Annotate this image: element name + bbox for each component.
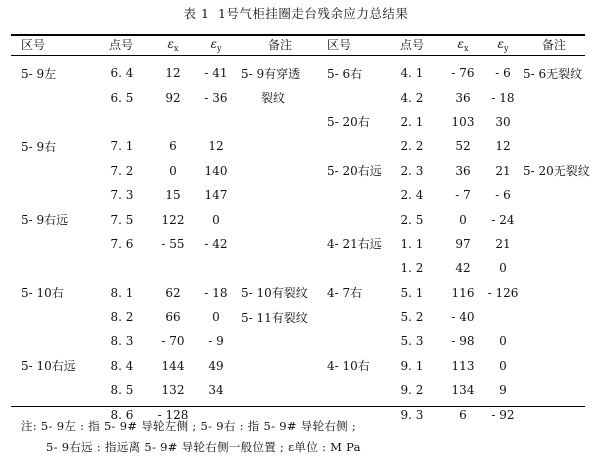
cell-eps-x: 62 (165, 285, 181, 300)
cell-remark (523, 232, 585, 256)
table-row (11, 110, 585, 134)
table-row (11, 207, 585, 231)
cell-zone: 4- 21右远 (327, 237, 382, 252)
table-row (11, 85, 585, 109)
table-row (11, 232, 585, 256)
table-row (11, 329, 585, 353)
cell-remark (523, 183, 585, 207)
cell-eps-x: 92 (165, 90, 181, 105)
cell-point: 5. 3 (400, 334, 424, 349)
cell-eps-x: 0 (169, 163, 177, 178)
cell-remark: 5- 9有穿透 (241, 66, 301, 81)
cell-remark (523, 281, 585, 305)
cell-eps-y: - 18 (491, 90, 515, 105)
cell-point: 2. 5 (400, 212, 424, 227)
cell-eps-y: - 6 (495, 188, 511, 203)
cell-point: 5. 1 (400, 285, 424, 300)
cell-eps-y: - 42 (204, 236, 228, 251)
cell-point: 5. 2 (400, 310, 424, 325)
cell-zone: 5- 9左 (21, 66, 57, 81)
cell-remark (523, 256, 585, 280)
cell-eps-x: 42 (455, 261, 471, 276)
cell-zone: 4- 7右 (327, 286, 363, 301)
cell-zone (11, 85, 75, 109)
table-row (11, 256, 585, 280)
header-point: 点号 (108, 38, 133, 52)
cell-remark (523, 110, 585, 134)
cell-eps-y: 12 (495, 139, 511, 154)
cell-eps-y: 0 (499, 334, 507, 349)
cell-remark (523, 207, 585, 231)
cell-point: 9. 2 (400, 383, 424, 398)
table-row (11, 354, 585, 378)
cell-remark (523, 354, 585, 378)
cell-remark (523, 305, 585, 329)
header-point-2: 点号 (399, 38, 424, 52)
table-number: 表 1 (183, 6, 210, 21)
cell-point: 7. 6 (110, 236, 134, 251)
cell-eps-y (193, 110, 239, 134)
table-body (11, 55, 590, 427)
cell-eps-x: 116 (451, 285, 475, 300)
cell-zone (321, 256, 381, 280)
cell-eps-x (153, 110, 193, 134)
cell-zone (321, 85, 381, 109)
cell-zone (11, 329, 75, 353)
cell-remark (239, 110, 321, 134)
cell-zone: 5- 10右远 (21, 359, 76, 374)
cell-zone: 5- 6右 (327, 66, 363, 81)
cell-remark (239, 232, 321, 256)
header-remark-2: 备注 (541, 38, 566, 52)
cell-point: 8. 1 (110, 285, 134, 300)
cell-zone (11, 305, 75, 329)
cell-point: 8. 5 (110, 383, 134, 398)
cell-zone (11, 378, 75, 402)
cell-zone (11, 183, 75, 207)
cell-eps-y: - 41 (204, 66, 228, 81)
cell-remark (239, 207, 321, 231)
table-row (11, 378, 585, 402)
cell-eps-y: - 6 (495, 66, 511, 81)
cell-eps-y: 12 (208, 139, 224, 154)
cell-eps-x: 113 (451, 358, 475, 373)
cell-point: 8. 4 (110, 358, 134, 373)
cell-zone (11, 232, 75, 256)
cell-remark: 5- 6无裂纹 (523, 66, 583, 81)
cell-eps-y: 21 (495, 163, 511, 178)
note-line-2: 5- 9右远 : 指远离 5- 9# 导轮右侧一般位置 ; ε单位 : M Pa (46, 440, 361, 454)
cell-eps-y: 147 (204, 188, 228, 203)
cell-eps-x: 122 (161, 212, 185, 227)
cell-remark: 5- 10有裂纹 (241, 286, 308, 301)
header-eps-x: $\varepsilon_x$ (167, 36, 179, 53)
cell-eps-y: - 9 (208, 334, 224, 349)
cell-zone (321, 378, 381, 402)
cell-point: 8. 2 (110, 310, 134, 325)
cell-eps-x: 6 (459, 407, 467, 422)
cell-zone (321, 305, 381, 329)
cell-zone: 5- 10右 (21, 286, 64, 301)
cell-eps-x: 134 (451, 383, 475, 398)
cell-zone (11, 256, 75, 280)
cell-point: 6. 4 (110, 66, 134, 81)
cell-remark (239, 159, 321, 183)
cell-eps-y: 0 (212, 212, 220, 227)
cell-eps-x: - 128 (157, 407, 189, 422)
header-zone-2: 区号 (327, 38, 352, 52)
cell-eps-y (483, 305, 523, 329)
cell-remark (523, 378, 585, 402)
cell-remark (523, 402, 585, 426)
cell-eps-x: 144 (161, 358, 185, 373)
cell-eps-x: 103 (451, 114, 475, 129)
cell-zone (321, 183, 381, 207)
cell-eps-x (153, 256, 193, 280)
cell-eps-x: 97 (455, 236, 471, 251)
cell-point: 7. 5 (110, 212, 134, 227)
cell-zone (321, 329, 381, 353)
cell-eps-y: - 126 (487, 285, 519, 300)
cell-point: 6. 5 (110, 90, 134, 105)
cell-eps-x: - 98 (451, 334, 475, 349)
table-row (11, 134, 585, 158)
cell-point: 7. 2 (110, 163, 134, 178)
cell-eps-x: - 55 (161, 236, 185, 251)
cell-eps-x: - 7 (455, 188, 471, 203)
header-remark: 备注 (267, 38, 292, 52)
cell-eps-y: 34 (208, 383, 224, 398)
cell-eps-y: 9 (499, 383, 507, 398)
cell-remark (239, 378, 321, 402)
cell-remark: 裂纹 (261, 91, 286, 106)
header-eps-y-2: $\varepsilon_y$ (497, 36, 509, 53)
cell-zone (321, 207, 381, 231)
cell-eps-y (193, 256, 239, 280)
cell-zone: 5- 9右 (21, 139, 57, 154)
cell-zone (11, 110, 75, 134)
table-title (0, 4, 596, 22)
header-row (11, 34, 585, 55)
cell-eps-y: - 36 (204, 90, 228, 105)
cell-remark (239, 256, 321, 280)
cell-eps-y: 49 (208, 358, 224, 373)
cell-eps-x: 66 (165, 310, 181, 325)
cell-zone: 4- 10右 (327, 359, 370, 374)
note-line-1: 注: 5- 9左 : 指 5- 9# 导轮左侧 ; 5- 9右 : 指 5- 9# 导轮右侧 ; (21, 419, 357, 433)
cell-point: 2. 4 (400, 188, 424, 203)
table-row (11, 281, 585, 305)
cell-remark (523, 85, 585, 109)
cell-zone: 5- 9右远 (21, 213, 69, 228)
cell-point: 7. 3 (110, 188, 134, 203)
table-row (11, 305, 585, 329)
cell-eps-y: 0 (212, 310, 220, 325)
cell-eps-y: - 92 (491, 407, 515, 422)
cell-point: 2. 1 (400, 114, 424, 129)
table-row (11, 183, 585, 207)
cell-remark: 5- 11有裂纹 (241, 310, 308, 325)
cell-eps-x: 15 (165, 188, 181, 203)
cell-zone (11, 159, 75, 183)
cell-eps-x: - 70 (161, 334, 185, 349)
header-eps-y: $\varepsilon_y$ (210, 36, 222, 53)
cell-eps-x: 12 (165, 66, 181, 81)
cell-point: 1. 2 (400, 261, 424, 276)
table-caption: 1号气柜挂圈走台残余应力总结果 (217, 6, 409, 21)
cell-eps-x: 52 (455, 139, 471, 154)
cell-zone: 5- 20右 (327, 115, 370, 130)
cell-point (75, 256, 153, 280)
cell-point: 4. 2 (400, 90, 424, 105)
cell-eps-y: 140 (204, 163, 228, 178)
stress-table (11, 34, 590, 427)
cell-eps-x: - 76 (451, 66, 475, 81)
cell-remark (239, 183, 321, 207)
header-zone: 区号 (21, 38, 46, 52)
cell-point: 2. 3 (400, 163, 424, 178)
cell-eps-x: 0 (459, 212, 467, 227)
cell-point: 4. 1 (400, 66, 424, 81)
cell-point: 9. 3 (400, 407, 424, 422)
cell-eps-x: 36 (455, 90, 471, 105)
table-row (11, 55, 585, 85)
cell-point: 2. 2 (400, 139, 424, 154)
cell-eps-y: 0 (499, 358, 507, 373)
cell-point (75, 110, 153, 134)
cell-eps-x: 132 (161, 383, 185, 398)
cell-point: 8. 6 (110, 407, 134, 422)
cell-point: 8. 3 (110, 334, 134, 349)
cell-remark (239, 354, 321, 378)
table-row (11, 159, 585, 183)
cell-point: 9. 1 (400, 358, 424, 373)
cell-eps-y: 30 (495, 114, 511, 129)
cell-remark: 5- 20无裂纹 (523, 164, 590, 179)
cell-remark (523, 134, 585, 158)
cell-point: 1. 1 (400, 236, 424, 251)
cell-remark (239, 134, 321, 158)
cell-point: 7. 1 (110, 139, 134, 154)
cell-eps-y: - 24 (491, 212, 515, 227)
header-eps-x-2: $\varepsilon_x$ (457, 36, 469, 53)
cell-zone: 5- 20右远 (327, 164, 382, 179)
cell-zone (321, 134, 381, 158)
cell-eps-x: 36 (455, 163, 471, 178)
cell-eps-x: - 40 (451, 310, 475, 325)
cell-remark (523, 329, 585, 353)
cell-eps-x: 6 (169, 139, 177, 154)
cell-remark (239, 329, 321, 353)
cell-eps-y: 21 (495, 236, 511, 251)
cell-eps-y: 0 (499, 261, 507, 276)
cell-eps-y: - 18 (204, 285, 228, 300)
